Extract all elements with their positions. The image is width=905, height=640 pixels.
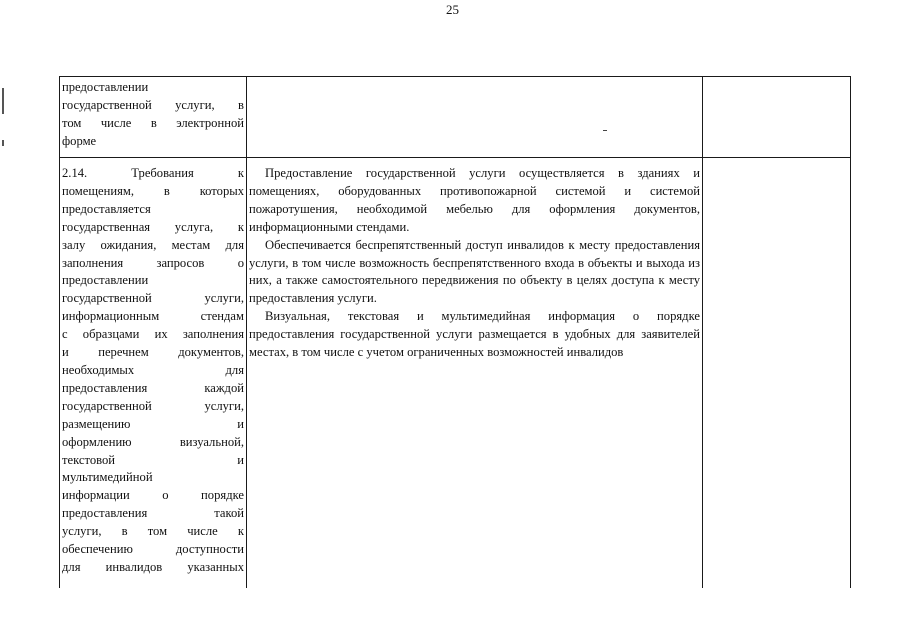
requirement-name-cell bbox=[60, 158, 247, 588]
cell-line: оформлению визуальной, bbox=[62, 434, 244, 449]
requirement-note-cell bbox=[703, 158, 851, 588]
cell-line: предоставляется bbox=[62, 201, 151, 216]
cell-line: информации о порядке bbox=[62, 488, 244, 503]
cell-line: государственная услуга, к bbox=[62, 219, 244, 234]
cell-line: заполнения запросов о bbox=[62, 255, 244, 270]
content-paragraph: Визуальная, текстовая и мультимедийная информация о порядке предоставления государственной услуги размещается в удобных для заявителей местах, в том числе с учетом ограниченных возможностей инвалидов bbox=[249, 309, 700, 360]
cell-line: помещениям, в которых bbox=[62, 183, 244, 198]
table-row bbox=[60, 77, 851, 158]
cell-line: и перечнем документов, bbox=[62, 345, 244, 360]
document-table bbox=[59, 76, 851, 588]
cell-line: текстовой и bbox=[62, 452, 244, 467]
requirement-name-cell bbox=[60, 77, 247, 158]
cell-line: государственной услуги, bbox=[62, 398, 244, 413]
content-paragraph: Предоставление государственной услуги осуществляется в зданиях и помещениях, оборудованных противопожарной системой и системой пожаротушения, необходимой мебелью для оформления документов, информационными стендами. bbox=[249, 166, 700, 234]
cell-line: предоставления каждой bbox=[62, 380, 244, 395]
scan-artifact-mark bbox=[603, 130, 607, 131]
cell-line: предоставлении bbox=[62, 80, 149, 94]
cell-line: размещению и bbox=[62, 416, 244, 431]
cell-line: форме bbox=[62, 133, 97, 148]
cell-line: для инвалидов указанных bbox=[62, 559, 244, 574]
requirement-content-cell bbox=[247, 158, 703, 588]
table-row bbox=[60, 158, 851, 588]
cell-line: необходимых для bbox=[62, 362, 244, 377]
content-paragraph: Обеспечивается беспрепятственный доступ инвалидов к месту предоставления услуги, в том числе возможность беспрепятственного входа в объекты и выхода из них, а также самостоятельного передвижения по объекту в целях доступа к месту предоставления услуги. bbox=[249, 237, 700, 306]
requirement-note-cell bbox=[703, 77, 851, 158]
cell-line: с образцами их заполнения bbox=[62, 327, 244, 342]
scan-margin-mark bbox=[2, 140, 4, 146]
cell-line: предоставлении bbox=[62, 273, 149, 288]
scan-margin-mark bbox=[2, 88, 4, 114]
cell-line: залу ожидания, местам для bbox=[62, 237, 244, 252]
cell-line: государственной услуги, в bbox=[62, 97, 244, 112]
requirement-content-cell bbox=[247, 77, 703, 158]
cell-line: обеспечению доступности bbox=[62, 542, 244, 557]
cell-line: предоставления такой bbox=[62, 506, 244, 521]
cell-line: услуги, в том числе к bbox=[62, 524, 244, 539]
cell-line: информационным стендам bbox=[62, 309, 244, 324]
page-number: 25 bbox=[446, 2, 459, 17]
cell-line: мультимедийной bbox=[62, 470, 153, 485]
cell-line: том числе в электронной bbox=[62, 115, 244, 130]
cell-line: 2.14. Требования к bbox=[62, 166, 244, 180]
cell-line: государственной услуги, bbox=[62, 291, 244, 306]
